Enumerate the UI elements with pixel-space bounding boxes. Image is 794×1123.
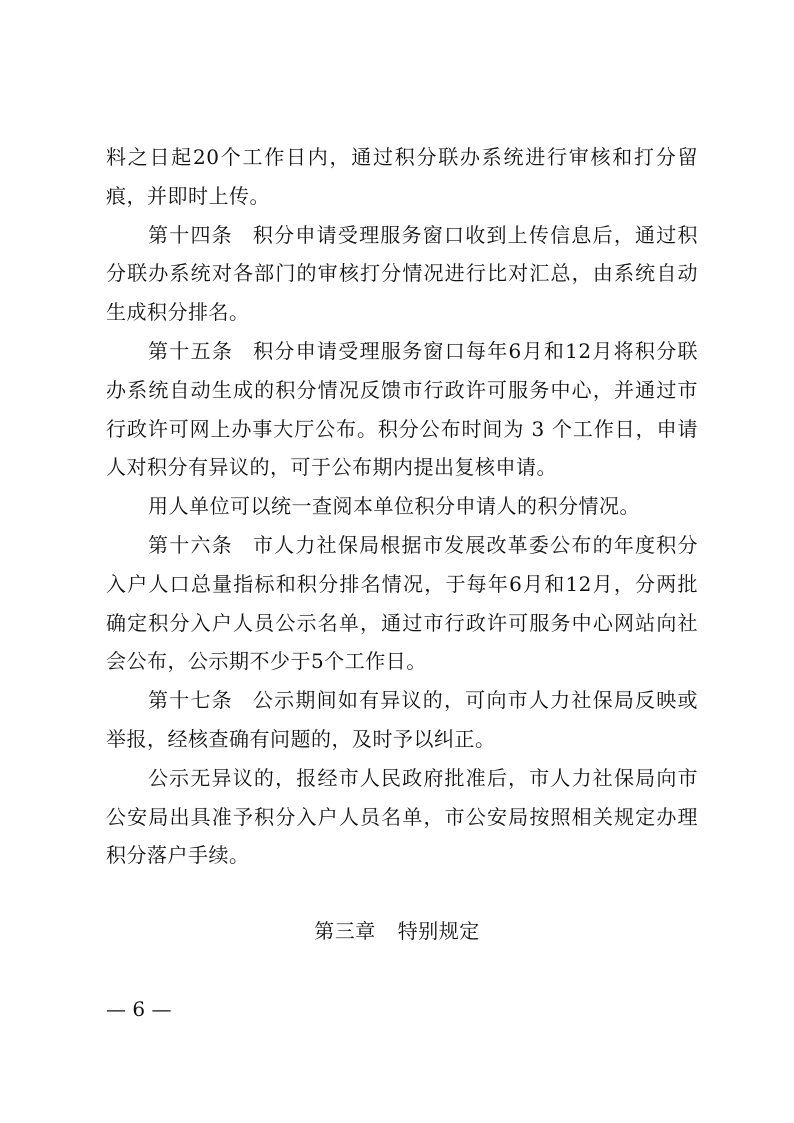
article-label: 第十七条 — [148, 688, 233, 713]
paragraph-text: 公示无异议的，报经市人民政府批准后，市人力社保局向市公安局出具准予积分入户人员名单，市公安局按照相关规定办理积分落户手续。 — [106, 765, 698, 868]
paragraph-text: 积分申请受理服务窗口收到上传信息后，通过积分联办系统对各部门的审核打分情况进行比对汇总，由系统自动生成积分排名。 — [106, 222, 699, 325]
paragraph-employer — [106, 487, 698, 526]
paragraph-text: 市人力社保局根据市发展改革委公布的年度积分入户人口总量指标和积分排名情况，于每年6月和12月，分两批确定积分入户人员公示名单，通过市行政许可服务中心网站向社会公布，公示期不少于5个工作日。 — [106, 532, 699, 674]
article-14 — [106, 216, 698, 332]
page-number: — 6 — — [106, 997, 172, 1021]
article-label: 第十六条 — [148, 532, 233, 557]
paragraph-text: 料之日起20个工作日内，通过积分联办系统进行审核和打分留痕，并即时上传。 — [106, 145, 698, 208]
article-label: 第十五条 — [148, 338, 234, 363]
chapter-title: 特别规定 — [397, 919, 480, 943]
paragraph-no-objection — [106, 759, 698, 875]
article-17 — [106, 681, 698, 759]
paragraph-continuation — [106, 138, 698, 216]
paragraph-text: 积分申请受理服务窗口每年6月和12月将积分联办系统自动生成的积分情况反馈市行政许可服务中心，并通过市行政许可网上办事大厅公布。积分公布时间为 3 个工作日，申请人对积分有异议的，可于公布期内提出复核申请。 — [106, 338, 698, 480]
chapter-heading — [0, 912, 794, 950]
paragraph-text: 用人单位可以统一查阅本单位积分申请人的积分情况。 — [148, 494, 640, 519]
body-text — [106, 138, 698, 875]
paragraph-text: 公示期间如有异议的，可向市人力社保局反映或举报，经核查确有问题的，及时予以纠正。 — [106, 688, 699, 751]
article-16 — [106, 526, 698, 681]
article-15 — [106, 332, 698, 487]
chapter-number: 第三章 — [314, 919, 376, 943]
article-label: 第十四条 — [148, 222, 233, 247]
